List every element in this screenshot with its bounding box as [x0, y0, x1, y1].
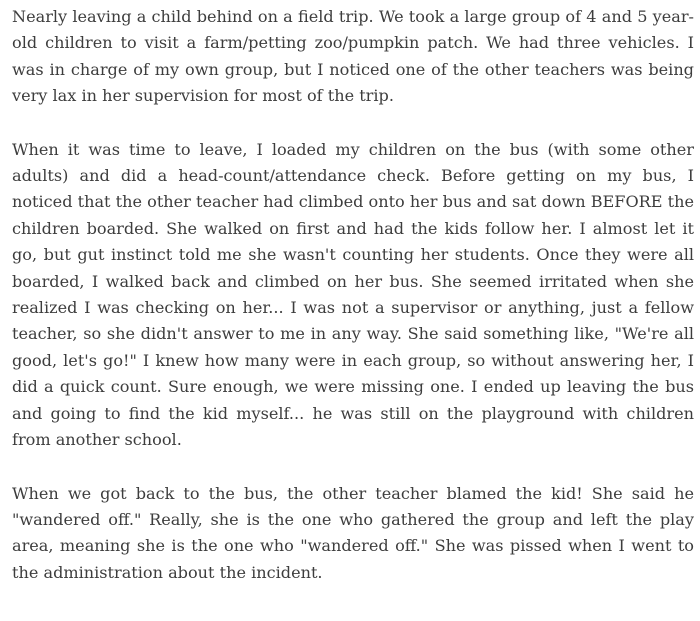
story-text-block	[12, 4, 694, 586]
story-paragraph-3: When we got back to the bus, the other teacher blamed the kid! She said he "wandered off." Really, she is the one who gathered the group and left the play area, meaning she is the one who "wandered off." She was pissed when I went to the administration about the incident.	[12, 483, 694, 582]
story-paragraph-2: When it was time to leave, I loaded my children on the bus (with some other adults) and did a head-count/attendance check. Before getting on my bus, I noticed that the other teacher had climbed onto her bus and sat down BEFORE the children boarded. She walked on first and had the kids follow her. I almost let it go, but gut instinct told me she wasn't counting her students. Once they were all boarded, I walked back and climbed on her bus. She seemed irritated when she realized I was checking on her... I was not a supervisor or anything, just a fellow teacher, so she didn't answer to me in any way. She said something like, "We're all good, let's go!" I knew how many were in each group, so without answering her, I did a quick count. Sure enough, we were missing one. I ended up leaving the bus and going to find the kid myself... he was still on the playground with children from another school.	[12, 139, 694, 450]
story-paragraph-1: Nearly leaving a child behind on a field trip. We took a large group of 4 and 5 year-old children to visit a farm/petting zoo/pumpkin patch. We had three vehicles. I was in charge of my own group, but I noticed one of the other teachers was being very lax in her supervision for most of the trip.	[12, 7, 694, 106]
